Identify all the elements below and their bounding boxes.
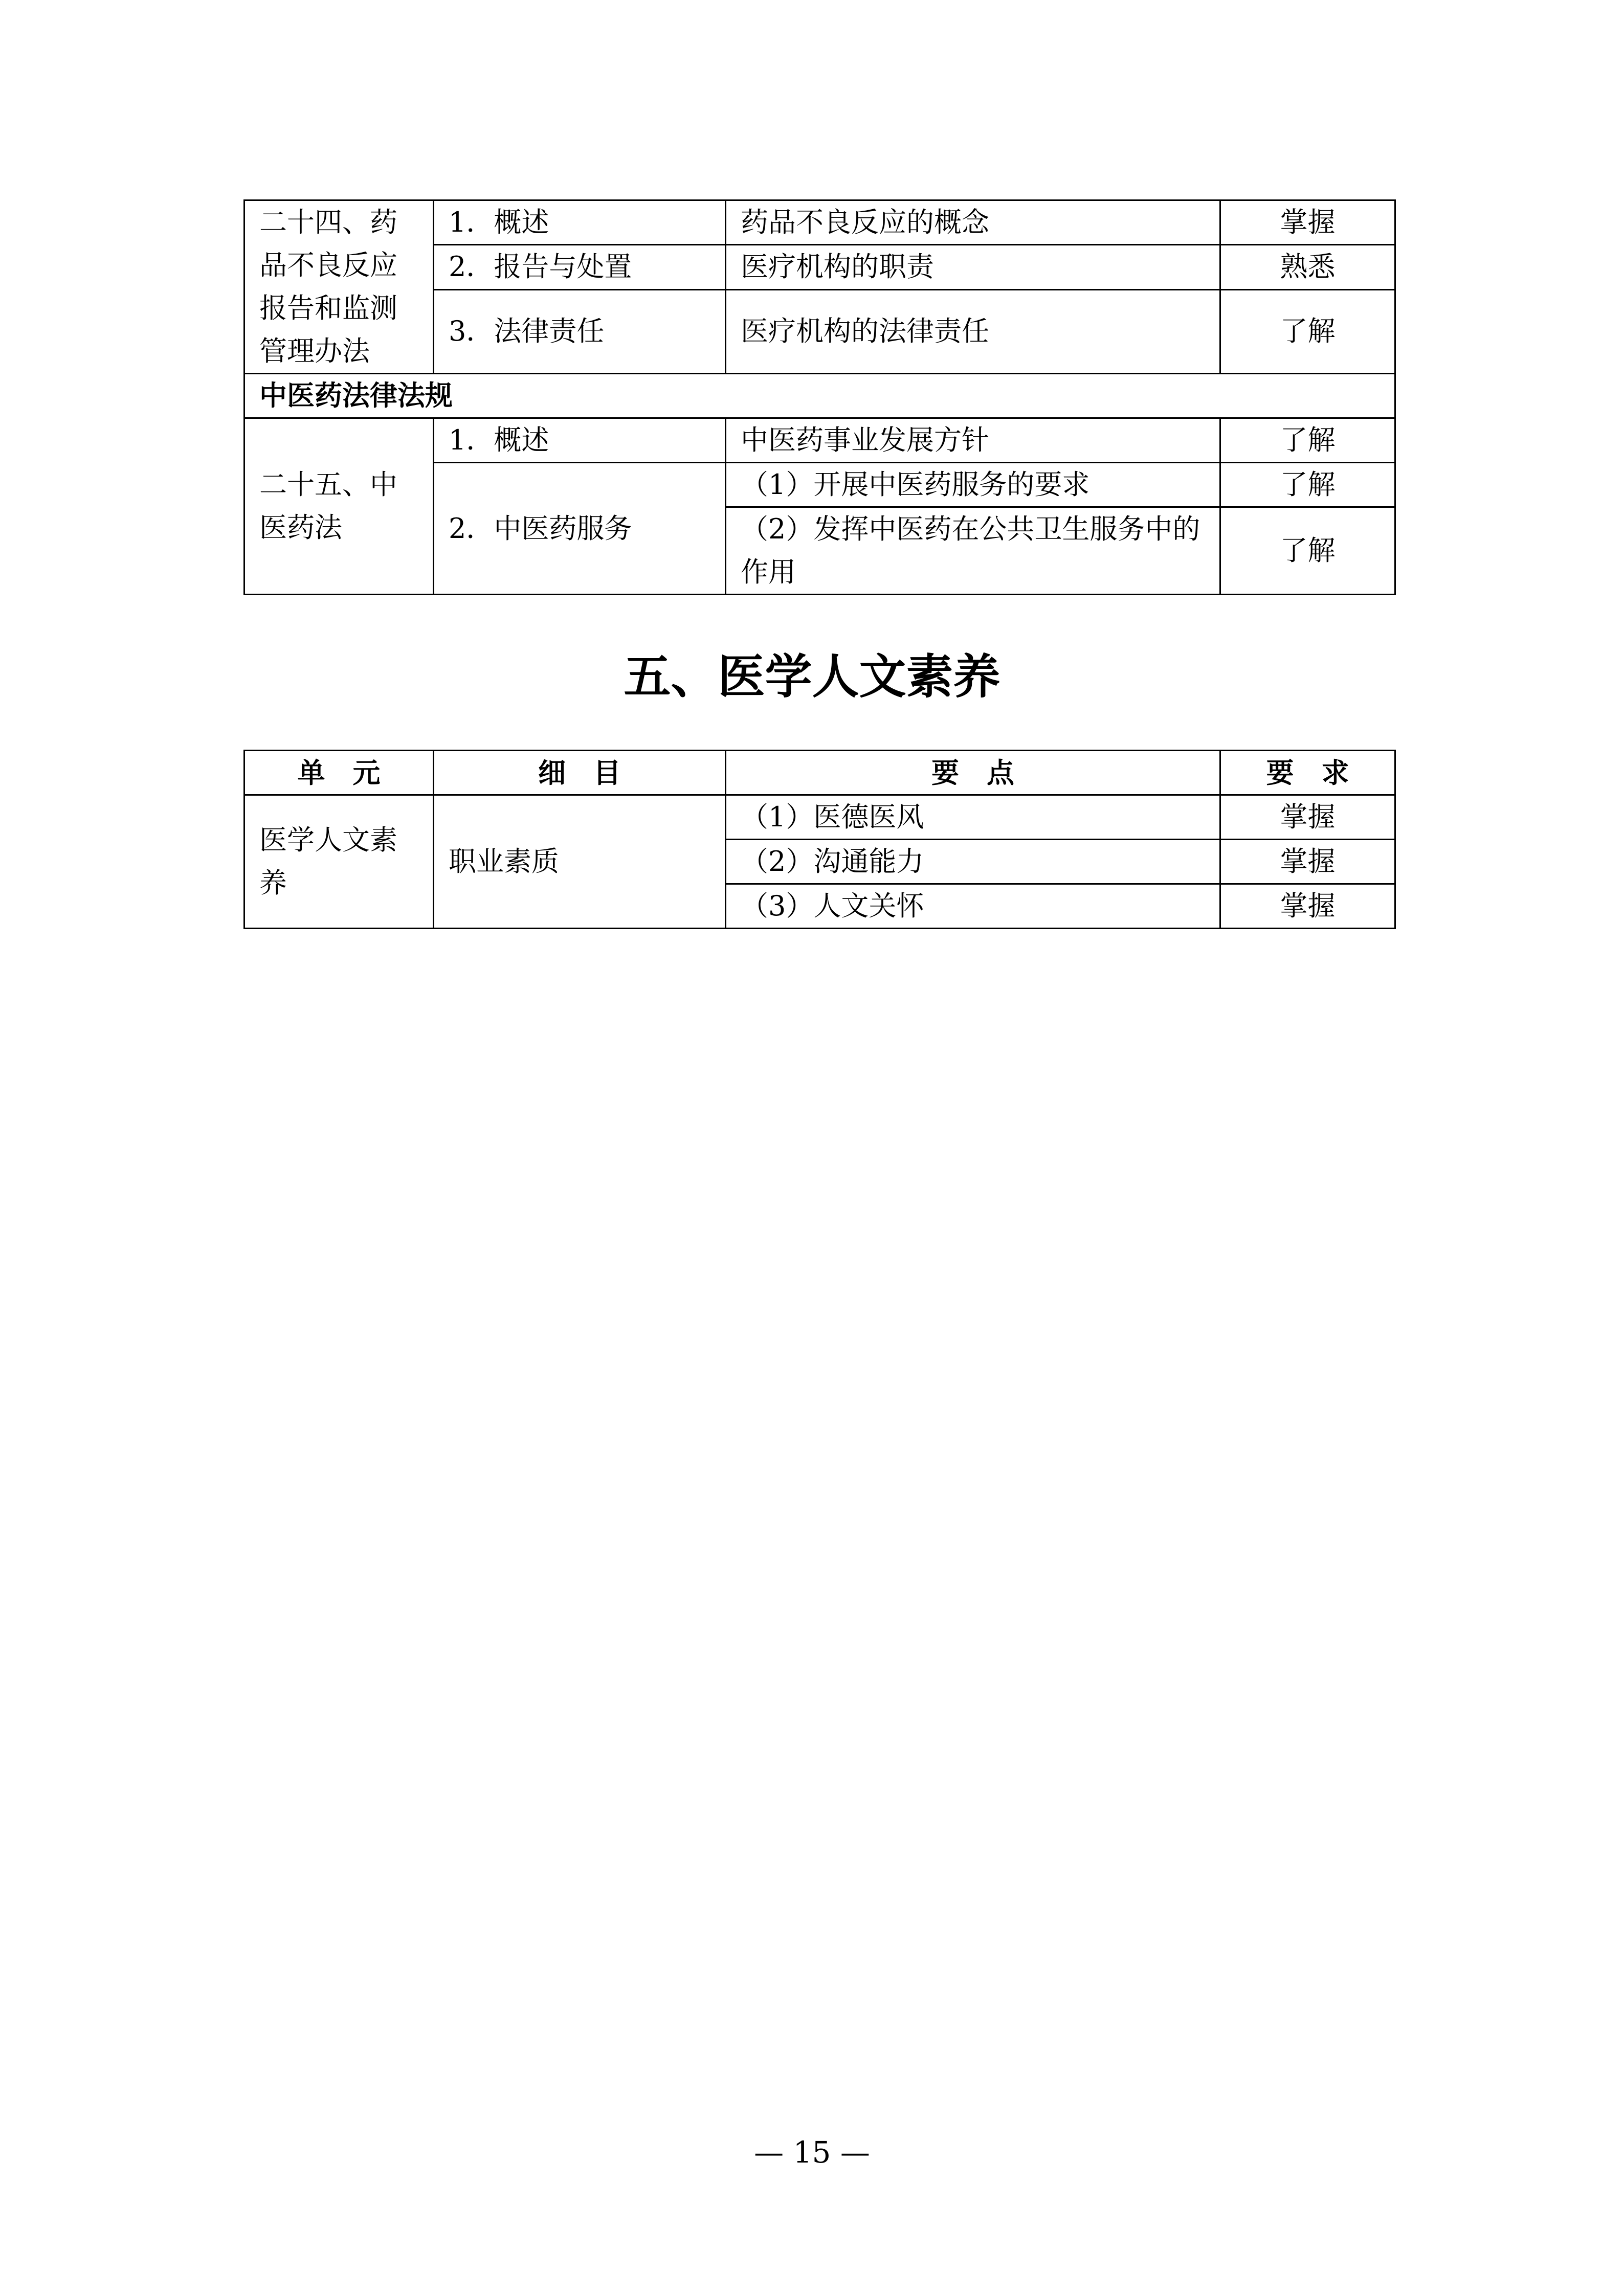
unit-cell: 医学人文素养 [244, 795, 434, 929]
syllabus-table-humanities [243, 750, 1396, 929]
syllabus-table-law [243, 199, 1396, 595]
requirement-cell: 了解 [1220, 289, 1395, 374]
item-cell: 职业素质 [434, 795, 726, 929]
section-heading: 五、医学人文素养 [624, 649, 1000, 704]
requirement-cell: 掌握 [1220, 200, 1395, 245]
point-cell: 医疗机构的职责 [726, 245, 1220, 289]
point-cell: （1）开展中医药服务的要求 [726, 463, 1220, 507]
table-row [244, 418, 1395, 463]
point-cell: 中医药事业发展方针 [726, 418, 1220, 463]
unit-cell: 二十五、中医药法 [244, 418, 434, 595]
point-cell: 医疗机构的法律责任 [726, 289, 1220, 374]
requirement-cell: 了解 [1220, 463, 1395, 507]
item-cell: 2．中医药服务 [434, 463, 726, 595]
requirement-cell: 了解 [1220, 507, 1395, 595]
header-requirement: 要 求 [1220, 751, 1395, 795]
item-cell: 1．概述 [434, 200, 726, 245]
requirement-cell: 掌握 [1220, 795, 1395, 840]
requirement-cell: 熟悉 [1220, 245, 1395, 289]
item-cell: 3．法律责任 [434, 289, 726, 374]
point-cell: （2）沟通能力 [726, 840, 1220, 884]
header-unit: 单 元 [244, 751, 434, 795]
point-cell: （3）人文关怀 [726, 884, 1220, 929]
point-cell: 药品不良反应的概念 [726, 200, 1220, 245]
requirement-cell: 了解 [1220, 418, 1395, 463]
table-row [244, 795, 1395, 840]
unit-cell: 二十四、药品不良反应报告和监测管理办法 [244, 200, 434, 374]
page-number: — 15 — [754, 2135, 870, 2170]
point-cell: （2）发挥中医药在公共卫生服务中的作用 [726, 507, 1220, 595]
section-row [244, 374, 1395, 418]
header-point: 要 点 [726, 751, 1220, 795]
requirement-cell: 掌握 [1220, 884, 1395, 929]
table-header-row [244, 751, 1395, 795]
item-cell: 1．概述 [434, 418, 726, 463]
section-title: 中医药法律法规 [244, 374, 1395, 418]
header-item: 细 目 [434, 751, 726, 795]
requirement-cell: 掌握 [1220, 840, 1395, 884]
table-row [244, 200, 1395, 245]
item-cell: 2．报告与处置 [434, 245, 726, 289]
point-cell: （1）医德医风 [726, 795, 1220, 840]
